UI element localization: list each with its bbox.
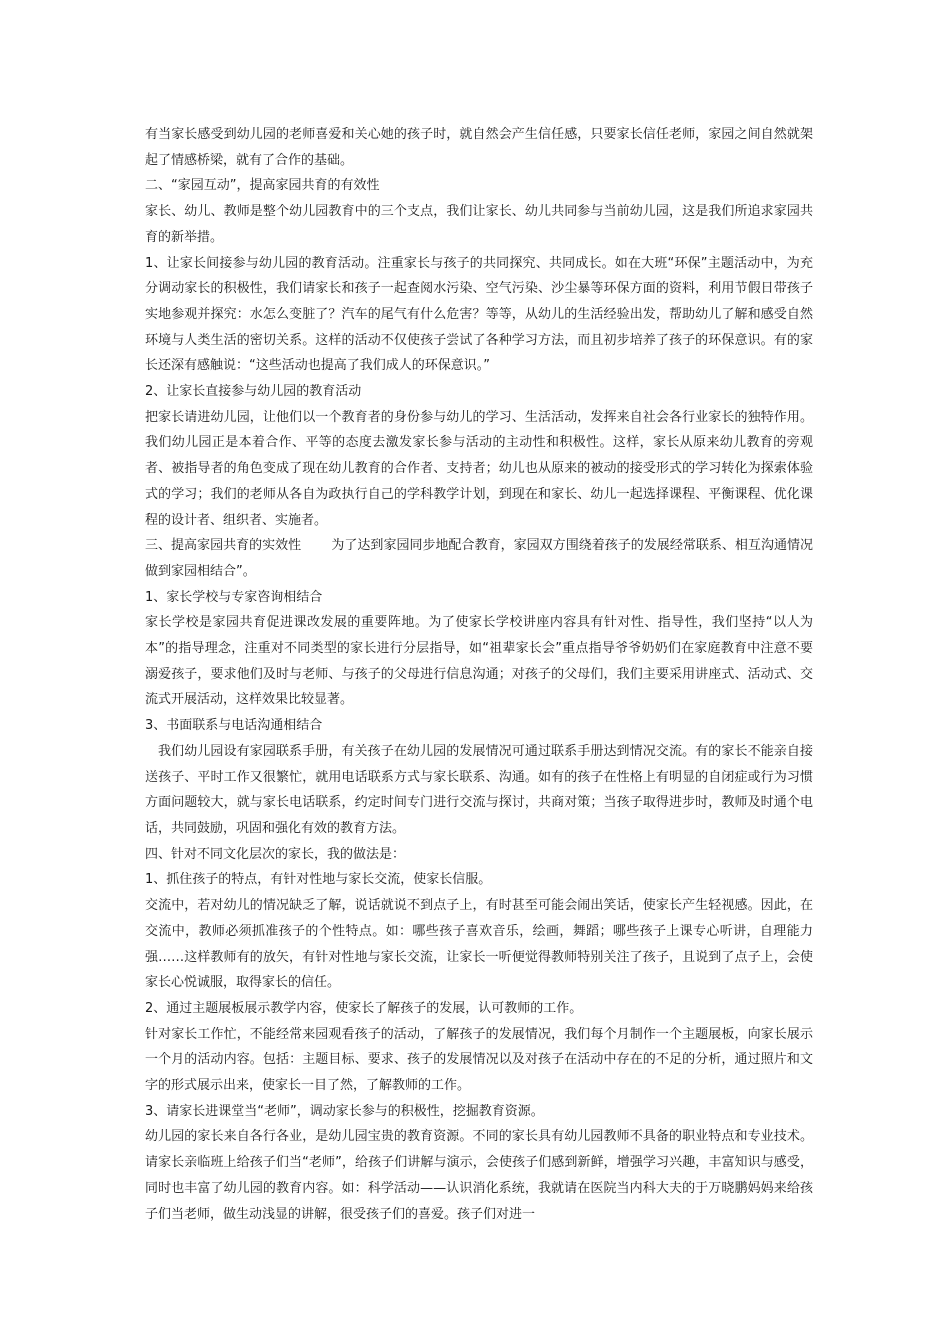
- paragraph: 1、让家长间接参与幼儿园的教育活动。注重家长与孩子的共同探究、共同成长。如在大班“环保”主题活动中，为充分调动家长的积极性，我们请家长和孩子一起查阅水污染、空气污染、沙尘暴等环保方面的资料，利用节假日带孩子实地参观并探究：水怎么变脏了？汽车的尾气有什么危害？等等，从幼儿的生活经验出发，帮助幼儿了解和感受自然环境与人类生活的密切关系。这样的活动不仅使孩子尝试了各种学习方法，而且初步培养了孩子的环保意识。有的家长还深有感触说：“这些活动也提高了我们成人的环保意识。”: [145, 255, 813, 374]
- subheading: 1、抓住孩子的特点，有针对性地与家长交流，使家长信服。: [145, 872, 492, 888]
- paragraph: 幼儿园的家长来自各行各业，是幼儿园宝贵的教育资源。不同的家长具有幼儿园教师不具备的职业特点和专业技术。请家长亲临班上给孩子们当“老师”，给孩子们讲解与演示，会使孩子们感到新鲜，增强学习兴趣，丰富知识与感受，同时也丰富了幼儿园的教育内容。如：科学活动——认识消化系统，我就请在医院当内科大夫的于万晓鹏妈妈来给孩子们当老师，做生动浅显的讲解，很受孩子们的喜爱。孩子们对进一: [145, 1129, 813, 1222]
- section-heading-2: 二、“家园互动”，提高家园共育的有效性: [145, 178, 380, 194]
- subheading: 1、家长学校与专家咨询相结合: [145, 589, 323, 605]
- paragraph: 把家长请进幼儿园，让他们以一个教育者的身份参与幼儿的学习、生活活动，发挥来自社会各行业家长的独特作用。我们幼儿园正是本着合作、平等的态度去激发家长参与活动的主动性和积极性。这样，家长从原来幼儿教育的旁观者、被指导者的角色变成了现在幼儿教育的合作者、支持者；幼儿也从原来的被动的接受形式的学习转化为探索体验式的学习；我们的老师从各自为政执行自己的学科教学计划，到现在和家长、幼儿一起选择课程、平衡课程、优化课程的设计者、组织者、实施者。: [145, 409, 813, 528]
- subheading: 3、书面联系与电话沟通相结合: [145, 718, 323, 734]
- paragraph: 家长、幼儿、教师是整个幼儿园教育中的三个支点，我们让家长、幼儿共同参与当前幼儿园，这是我们所追求家园共育的新举措。: [145, 204, 813, 245]
- document-body: [145, 122, 813, 1227]
- section-heading-4: 四、针对不同文化层次的家长，我的做法是：: [145, 846, 406, 862]
- section-heading-3: 三、提高家园共育的实效性 为了达到家园同步地配合教育，家园双方围绕着孩子的发展经常联系、相互沟通情况做到家园相结合”。: [145, 538, 813, 579]
- paragraph-continuation: 有当家长感受到幼儿园的老师喜爱和关心她的孩子时，就自然会产生信任感，只要家长信任老师，家园之间自然就架起了情感桥梁，就有了合作的基础。: [145, 127, 813, 168]
- subheading: 2、让家长直接参与幼儿园的教育活动: [145, 384, 362, 400]
- subheading: 3、请家长进课堂当“老师”，调动家长参与的积极性，挖掘教育资源。: [145, 1103, 544, 1119]
- subheading: 2、通过主题展板展示教学内容，使家长了解孩子的发展，认可教师的工作。: [145, 1000, 583, 1016]
- paragraph: 我们幼儿园设有家园联系手册，有关孩子在幼儿园的发展情况可通过联系手册达到情况交流。有的家长不能亲自接送孩子、平时工作又很繁忙，就用电话联系方式与家长联系、沟通。如有的孩子在性格上有明显的自闭症或行为习惯方面问题较大，就与家长电话联系，约定时间专门进行交流与探讨，共商对策；当孩子取得进步时，教师及时通个电话，共同鼓励，巩固和强化有效的教育方法。: [145, 743, 813, 836]
- paragraph: 交流中，若对幼儿的情况缺乏了解，说话就说不到点子上，有时甚至可能会闹出笑话，使家长产生轻视感。因此，在交流中，教师必须抓准孩子的个性特点。如：哪些孩子喜欢音乐，绘画，舞蹈；哪些孩子上课专心听讲，自理能力强……这样教师有的放矢，有针对性地与家长交流，让家长一听便觉得教师特别关注了孩子，且说到了点子上，会使家长心悦诚服，取得家长的信任。: [145, 898, 813, 991]
- paragraph: 家长学校是家园共育促进课改发展的重要阵地。为了使家长学校讲座内容具有针对性、指导性，我们坚持“以人为本”的指导理念，注重对不同类型的家长进行分层指导，如“祖辈家长会”重点指导爷爷奶奶们在家庭教育中注意不要溺爱孩子，要求他们及时与老师、与孩子的父母进行信息沟通；对孩子的父母们，我们主要采用讲座式、活动式、交流式开展活动，这样效果比较显著。: [145, 615, 813, 708]
- paragraph: 针对家长工作忙，不能经常来园观看孩子的活动，了解孩子的发展情况，我们每个月制作一个主题展板，向家长展示一个月的活动内容。包括：主题目标、要求、孩子的发展情况以及对孩子在活动中存在的不足的分析，通过照片和文字的形式展示出来，使家长一目了然，了解教师的工作。: [145, 1026, 813, 1094]
